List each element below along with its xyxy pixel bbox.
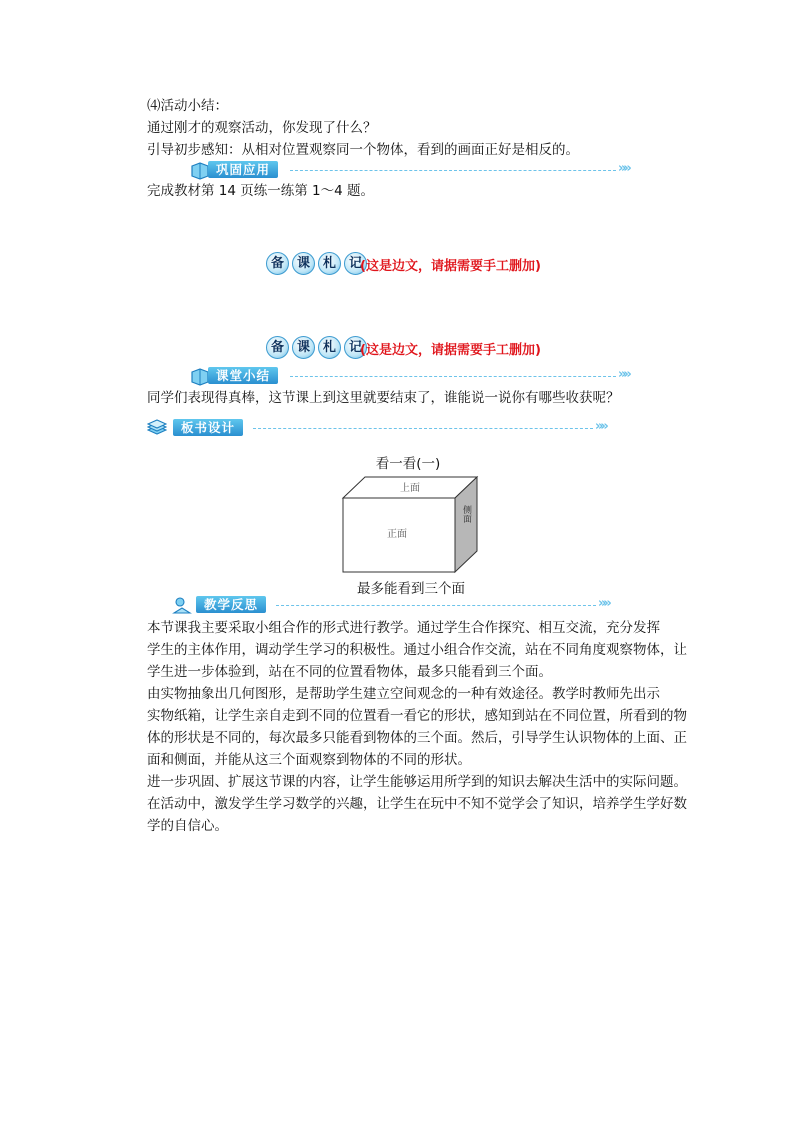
notes-char: 记 xyxy=(344,336,367,359)
face-top-label: 上面 xyxy=(400,483,420,494)
reflection-line: 学生的主体作用，调动学生学习的积极性。通过小组合作交流，站在不同角度观察物体，让 xyxy=(147,642,687,658)
section-banner-board xyxy=(147,418,609,438)
lesson-notes-label xyxy=(266,336,566,360)
activity-question: 通过刚才的观察活动，你发现了什么？ xyxy=(147,120,377,136)
notes-char: 记 xyxy=(344,252,367,275)
section-banner-summary xyxy=(190,366,640,386)
section-title: 巩固应用 xyxy=(208,161,278,178)
dashed-rule xyxy=(276,605,596,606)
chevron-right-icon: »» xyxy=(598,596,609,611)
reflection-line: 由实物抽象出几何图形，是帮助学生建立空间观念的一种有效途径。教学时教师先出示 xyxy=(147,686,660,702)
dashed-rule xyxy=(290,376,616,377)
books-icon xyxy=(147,418,167,438)
notes-char: 备 xyxy=(266,252,289,275)
reading-icon xyxy=(172,595,192,615)
section-title: 板书设计 xyxy=(173,419,243,436)
lesson-notes-label xyxy=(266,252,566,276)
chevron-right-icon: »» xyxy=(618,161,629,176)
board-title: 看一看(一) xyxy=(375,456,441,472)
reflection-line: 实物纸箱，让学生亲自走到不同的位置看一看它的形状，感知到站在不同位置，所看到的物 xyxy=(147,708,687,724)
notes-char: 课 xyxy=(292,336,315,359)
reflection-line: 体的形状是不同的，每次最多只能看到物体的三个面。然后，引导学生认识物体的上面、正 xyxy=(147,730,687,746)
reflection-line: 面和侧面，并能从这三个面观察到物体的不同的形状。 xyxy=(147,752,471,768)
board-caption: 最多能看到三个面 xyxy=(357,581,465,597)
notes-char: 札 xyxy=(318,336,341,359)
reflection-line: 进一步巩固、扩展这节课的内容，让学生能够运用所学到的知识去解决生活中的实际问题。 xyxy=(147,774,687,790)
book-icon xyxy=(190,366,210,386)
side-note-text: (这是边文，请据需要手工删加) xyxy=(360,343,541,358)
book-icon xyxy=(190,160,210,180)
reflection-line: 本节课我主要采取小组合作的形式进行教学。通过学生合作探究、相互交流，充分发挥 xyxy=(147,620,660,636)
face-side-label: 侧面 xyxy=(461,505,471,523)
chevron-right-icon: »» xyxy=(595,419,606,434)
activity-guide: 引导初步感知：从相对位置观察同一个物体，看到的画面正好是相反的。 xyxy=(147,142,579,158)
activity-heading: ⑷活动小结： xyxy=(147,98,228,114)
notes-char: 课 xyxy=(292,252,315,275)
section-banner-consolidate xyxy=(190,160,640,180)
reflection-line: 学生进一步体验到，站在不同的位置看物体，最多只能看到三个面。 xyxy=(147,664,552,680)
section-title: 课堂小结 xyxy=(208,367,278,384)
dashed-rule xyxy=(290,170,616,171)
reflection-line: 学的自信心。 xyxy=(147,818,228,834)
face-front-label: 正面 xyxy=(387,529,407,540)
notes-char: 备 xyxy=(266,336,289,359)
summary-text: 同学们表现得真棒，这节课上到这里就要结束了，谁能说一说你有哪些收获呢？ xyxy=(147,390,620,406)
consolidate-text: 完成教材第 14 页练一练第 1～4 题。 xyxy=(147,183,375,199)
dashed-rule xyxy=(253,428,593,429)
section-title: 教学反思 xyxy=(196,596,266,613)
chevron-right-icon: »» xyxy=(618,367,629,382)
side-note-text: (这是边文，请据需要手工删加) xyxy=(360,259,541,274)
section-banner-reflection xyxy=(172,595,634,615)
cuboid-figure xyxy=(340,474,480,574)
reflection-line: 在活动中，激发学生学习数学的兴趣，让学生在玩中不知不觉学会了知识，培养学生学好数 xyxy=(147,796,687,812)
notes-char: 札 xyxy=(318,252,341,275)
